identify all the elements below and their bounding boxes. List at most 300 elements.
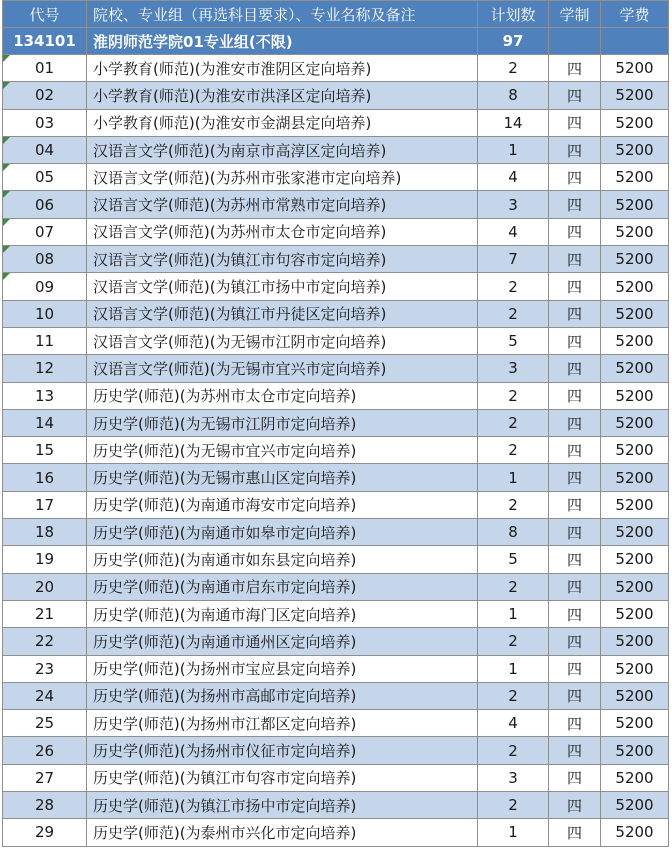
- cell-years: [549, 355, 601, 382]
- cell-plan-count-text: 2: [508, 59, 518, 78]
- cell-years: [549, 546, 601, 573]
- cell-plan-count: [478, 191, 549, 218]
- table-header: [3, 1, 669, 28]
- cell-code-text: 01: [34, 59, 55, 78]
- table-row: [3, 710, 669, 737]
- cell-years: [549, 655, 601, 682]
- table-row: [3, 246, 669, 273]
- cell-years-text: 四: [566, 387, 582, 406]
- cell-years-text: 四: [566, 687, 582, 706]
- cell-major-name: [87, 355, 478, 382]
- cell-fee: [601, 792, 669, 819]
- admission-plan-table: [2, 0, 669, 847]
- cell-plan-count-text: 5: [508, 332, 518, 351]
- cell-code-text: 27: [34, 768, 55, 787]
- cell-years-text: 四: [566, 278, 582, 297]
- cell-code-text: 15: [34, 441, 55, 460]
- cell-years: [549, 491, 601, 518]
- cell-years-text: 四: [566, 796, 582, 815]
- cell-plan-count: [478, 682, 549, 709]
- cell-fee: [601, 246, 669, 273]
- cell-years: [549, 218, 601, 245]
- cell-major-name-text: 历史学(师范)(为苏州市太仓市定向培养): [93, 387, 357, 406]
- cell-code: [3, 737, 87, 764]
- cell-fee-text: 5200: [615, 632, 654, 651]
- cell-plan-count: [478, 218, 549, 245]
- cell-fee-text: 5200: [615, 441, 654, 460]
- cell-plan-count-text: 4: [508, 168, 518, 187]
- cell-years-text: 四: [566, 223, 582, 242]
- cell-years-text: 四: [566, 742, 582, 761]
- cell-plan-count-text: 8: [508, 86, 518, 105]
- cell-major-name: [87, 819, 478, 846]
- cell-years-text: 四: [566, 632, 582, 651]
- cell-code-text: 09: [34, 277, 55, 296]
- cell-fee-text: 5200: [615, 768, 654, 787]
- cell-plan-count-text: 2: [508, 577, 518, 596]
- cell-major-name: [87, 573, 478, 600]
- cell-fee-text: 5200: [615, 277, 654, 296]
- table-row: [3, 300, 669, 327]
- cell-fee: [601, 55, 669, 82]
- cell-plan-count: [478, 655, 549, 682]
- cell-fee: [601, 737, 669, 764]
- cell-code: [3, 655, 87, 682]
- cell-plan-count: [478, 546, 549, 573]
- cell-years: [549, 600, 601, 627]
- comment-indicator-icon: [3, 273, 10, 280]
- cell-major-name: [87, 464, 478, 491]
- comment-indicator-icon: [3, 82, 10, 89]
- cell-code: [3, 82, 87, 109]
- cell-fee: [601, 573, 669, 600]
- cell-major-name-text: 历史学(师范)(为扬州市宝应县定向培养): [93, 660, 357, 679]
- cell-major-name: [87, 600, 478, 627]
- cell-code: [3, 218, 87, 245]
- cell-years-text: 四: [566, 141, 582, 160]
- cell-years-text: 四: [566, 305, 582, 324]
- cell-years-text: 四: [566, 660, 582, 679]
- cell-years-text: 四: [566, 441, 582, 460]
- cell-fee-text: 5200: [615, 113, 654, 132]
- cell-fee: [601, 82, 669, 109]
- table-row: [3, 464, 669, 491]
- cell-plan-count-text: 8: [508, 523, 518, 542]
- cell-major-name-text: 历史学(师范)(为南通市海门区定向培养): [93, 605, 357, 624]
- cell-major-name-text: 历史学(师范)(为镇江市句容市定向培养): [93, 769, 357, 788]
- cell-major-name-text: 历史学(师范)(为南通市海安市定向培养): [93, 496, 357, 515]
- cell-major-name-text: 历史学(师范)(为无锡市宜兴市定向培养): [93, 441, 357, 460]
- cell-plan-count-text: 2: [508, 686, 518, 705]
- cell-major-name-text: 小学教育(师范)(为淮安市淮阴区定向培养): [93, 59, 372, 78]
- cell-plan-count-text: 4: [508, 222, 518, 241]
- cell-years-text: 四: [566, 714, 582, 733]
- cell-major-name: [87, 491, 478, 518]
- cell-code: [3, 55, 87, 82]
- table-row: [3, 191, 669, 218]
- cell-fee-text: 5200: [615, 332, 654, 351]
- cell-plan-count: [478, 491, 549, 518]
- cell-fee: [601, 546, 669, 573]
- cell-code: [3, 792, 87, 819]
- cell-major-name-text: 历史学(师范)(为无锡市惠山区定向培养): [93, 469, 357, 488]
- cell-years: [549, 573, 601, 600]
- cell-major-name-text: 历史学(师范)(为南通市启东市定向培养): [93, 578, 357, 597]
- table-row: [3, 792, 669, 819]
- cell-plan-count-text: 2: [508, 495, 518, 514]
- cell-major-name: [87, 437, 478, 464]
- cell-major-name: [87, 682, 478, 709]
- comment-indicator-icon: [3, 191, 10, 198]
- cell-major-name: [87, 546, 478, 573]
- cell-major-name-text: 历史学(师范)(为扬州市仪征市定向培养): [93, 742, 357, 761]
- cell-major-name-text: 历史学(师范)(为无锡市江阴市定向培养): [93, 414, 357, 433]
- cell-years: [549, 300, 601, 327]
- cell-code-text: 12: [34, 359, 55, 378]
- cell-fee: [601, 382, 669, 409]
- cell-plan-count: [478, 82, 549, 109]
- cell-years-text: 四: [566, 414, 582, 433]
- cell-fee: [601, 682, 669, 709]
- cell-major-name-text: 历史学(师范)(为扬州市高邮市定向培养): [93, 687, 357, 706]
- cell-code: [3, 409, 87, 436]
- cell-major-name: [87, 792, 478, 819]
- cell-fee: [601, 218, 669, 245]
- cell-fee-text: 5200: [615, 195, 654, 214]
- cell-fee-text: 5200: [615, 168, 654, 187]
- cell-code: [3, 600, 87, 627]
- comment-indicator-icon: [3, 164, 10, 171]
- table-row: [3, 109, 669, 136]
- cell-code-text: 26: [34, 741, 55, 760]
- cell-code-text: 23: [34, 659, 55, 678]
- cell-plan-count: [478, 437, 549, 464]
- cell-years: [549, 464, 601, 491]
- cell-major-name: [87, 519, 478, 546]
- cell-code: [3, 273, 87, 300]
- cell-plan-count: [478, 737, 549, 764]
- cell-plan-count-text: 1: [508, 141, 518, 160]
- comment-indicator-icon: [3, 55, 10, 62]
- cell-code-text: 07: [34, 222, 55, 241]
- cell-plan-count: [478, 327, 549, 354]
- cell-code: [3, 710, 87, 737]
- cell-years: [549, 246, 601, 273]
- cell-code: [3, 628, 87, 655]
- cell-major-name: [87, 164, 478, 191]
- comment-indicator-icon: [3, 219, 10, 226]
- cell-fee-text: 5200: [615, 495, 654, 514]
- cell-major-name: [87, 82, 478, 109]
- cell-plan-count-text: 2: [508, 386, 518, 405]
- cell-code-text: 28: [34, 796, 55, 815]
- cell-fee: [601, 600, 669, 627]
- column-header-years: 学制: [549, 1, 601, 28]
- cell-fee: [601, 327, 669, 354]
- cell-major-name-text: 历史学(师范)(为南通市如东县定向培养): [93, 550, 357, 569]
- cell-fee: [601, 164, 669, 191]
- cell-fee: [601, 109, 669, 136]
- cell-major-name: [87, 764, 478, 791]
- cell-code-text: 19: [34, 550, 55, 569]
- cell-major-name-text: 小学教育(师范)(为淮安市金湖县定向培养): [93, 114, 372, 133]
- cell-fee: [601, 136, 669, 163]
- cell-plan-count: [478, 628, 549, 655]
- cell-code-text: 06: [34, 195, 55, 214]
- table-row: [3, 409, 669, 436]
- cell-major-name-text: 历史学(师范)(为泰州市兴化市定向培养): [93, 823, 357, 842]
- cell-fee-text: 5200: [615, 523, 654, 542]
- cell-plan-count: [478, 819, 549, 846]
- cell-code: [3, 109, 87, 136]
- cell-fee-text: 5200: [615, 359, 654, 378]
- cell-years-text: 四: [566, 523, 582, 542]
- cell-major-name: [87, 136, 478, 163]
- cell-major-name-text: 小学教育(师范)(为淮安市洪泽区定向培养): [93, 86, 372, 105]
- cell-code: [3, 355, 87, 382]
- cell-years: [549, 327, 601, 354]
- cell-fee-text: 5200: [615, 86, 654, 105]
- table-row: [3, 82, 669, 109]
- cell-fee: [601, 819, 669, 846]
- cell-major-name: [87, 273, 478, 300]
- cell-fee-text: 5200: [615, 605, 654, 624]
- table-row: [3, 546, 669, 573]
- cell-years: [549, 273, 601, 300]
- cell-years: [549, 136, 601, 163]
- cell-code: [3, 573, 87, 600]
- cell-fee-text: 5200: [615, 304, 654, 323]
- table-row: [3, 682, 669, 709]
- cell-code: [3, 327, 87, 354]
- cell-major-name: [87, 109, 478, 136]
- cell-fee: [601, 491, 669, 518]
- cell-code-text: 05: [34, 168, 55, 187]
- cell-fee: [601, 764, 669, 791]
- cell-fee: [601, 191, 669, 218]
- group-code: 134101: [3, 28, 87, 55]
- cell-code-text: 17: [34, 495, 55, 514]
- cell-major-name: [87, 246, 478, 273]
- cell-code: [3, 682, 87, 709]
- table-row: [3, 764, 669, 791]
- cell-plan-count-text: 14: [503, 113, 523, 132]
- cell-years: [549, 628, 601, 655]
- cell-plan-count-text: 1: [508, 659, 518, 678]
- cell-major-name: [87, 710, 478, 737]
- cell-years: [549, 519, 601, 546]
- cell-plan-count-text: 2: [508, 277, 518, 296]
- cell-major-name: [87, 628, 478, 655]
- cell-plan-count-text: 3: [508, 359, 518, 378]
- cell-code-text: 18: [34, 523, 55, 542]
- table-row: [3, 491, 669, 518]
- cell-plan-count-text: 7: [508, 250, 518, 269]
- cell-years-text: 四: [566, 59, 582, 78]
- cell-code-text: 13: [34, 386, 55, 405]
- cell-code: [3, 546, 87, 573]
- cell-code-text: 02: [34, 86, 55, 105]
- cell-years-text: 四: [566, 196, 582, 215]
- cell-major-name: [87, 191, 478, 218]
- cell-code-text: 08: [34, 250, 55, 269]
- cell-plan-count-text: 2: [508, 632, 518, 651]
- cell-major-name: [87, 300, 478, 327]
- table-row: [3, 355, 669, 382]
- cell-fee: [601, 519, 669, 546]
- table-row: [3, 655, 669, 682]
- cell-code-text: 22: [34, 632, 55, 651]
- cell-plan-count-text: 4: [508, 714, 518, 733]
- table-row: [3, 573, 669, 600]
- cell-fee: [601, 710, 669, 737]
- cell-plan-count-text: 2: [508, 796, 518, 815]
- cell-fee: [601, 628, 669, 655]
- cell-fee-text: 5200: [615, 414, 654, 432]
- cell-years: [549, 737, 601, 764]
- cell-major-name: [87, 55, 478, 82]
- cell-years-text: 四: [566, 578, 582, 597]
- cell-fee: [601, 355, 669, 382]
- cell-major-name-text: 汉语言文学(师范)(为镇江市扬中市定向培养): [93, 278, 387, 297]
- cell-major-name-text: 汉语言文学(师范)(为无锡市江阴市定向培养): [93, 332, 387, 351]
- cell-code: [3, 519, 87, 546]
- cell-plan-count: [478, 792, 549, 819]
- cell-plan-count-text: 2: [508, 741, 518, 760]
- table-row: [3, 136, 669, 163]
- cell-years: [549, 191, 601, 218]
- cell-plan-count: [478, 573, 549, 600]
- table-row: [3, 737, 669, 764]
- cell-major-name: [87, 737, 478, 764]
- cell-fee: [601, 464, 669, 491]
- cell-fee-text: 5200: [615, 577, 654, 596]
- cell-code: [3, 764, 87, 791]
- cell-years: [549, 382, 601, 409]
- cell-plan-count-text: 1: [508, 468, 518, 487]
- cell-fee-text: 5200: [615, 141, 654, 160]
- cell-fee-text: 5200: [615, 823, 654, 842]
- cell-major-name-text: 汉语言文学(师范)(为苏州市常熟市定向培养): [93, 196, 387, 215]
- comment-indicator-icon: [3, 137, 10, 144]
- cell-plan-count-text: 1: [508, 823, 518, 842]
- cell-code-text: 11: [34, 332, 55, 351]
- cell-years-text: 四: [566, 250, 582, 269]
- table-row: [3, 819, 669, 846]
- cell-code: [3, 382, 87, 409]
- cell-years-text: 四: [566, 769, 582, 788]
- cell-plan-count: [478, 55, 549, 82]
- cell-fee-text: 5200: [615, 714, 654, 733]
- cell-plan-count: [478, 300, 549, 327]
- column-header-name: 院校、专业组（再选科目要求）、专业名称及备注: [87, 1, 478, 28]
- cell-years-text: 四: [566, 496, 582, 515]
- cell-fee-text: 5200: [615, 550, 654, 569]
- cell-fee: [601, 300, 669, 327]
- cell-plan-count-text: 3: [508, 195, 518, 214]
- cell-years-text: 四: [566, 86, 582, 105]
- cell-plan-count: [478, 136, 549, 163]
- cell-years: [549, 710, 601, 737]
- cell-fee-text: 5200: [615, 59, 654, 78]
- table-row: [3, 218, 669, 245]
- table-row: [3, 628, 669, 655]
- cell-major-name-text: 历史学(师范)(为镇江市扬中市定向培养): [93, 796, 357, 815]
- cell-code: [3, 191, 87, 218]
- cell-plan-count-text: 1: [508, 605, 518, 624]
- cell-major-name: [87, 327, 478, 354]
- table-row: [3, 327, 669, 354]
- cell-code-text: 29: [34, 823, 55, 842]
- cell-code: [3, 246, 87, 273]
- cell-fee-text: 5200: [615, 741, 654, 760]
- cell-years: [549, 409, 601, 436]
- cell-plan-count: [478, 764, 549, 791]
- group-years: [549, 28, 601, 55]
- cell-fee: [601, 655, 669, 682]
- cell-code-text: 04: [34, 141, 55, 160]
- cell-years: [549, 55, 601, 82]
- table-row: [3, 519, 669, 546]
- cell-fee-text: 5200: [615, 686, 654, 705]
- cell-code: [3, 491, 87, 518]
- cell-major-name-text: 汉语言文学(师范)(为镇江市句容市定向培养): [93, 250, 387, 269]
- cell-major-name-text: 汉语言文学(师范)(为无锡市宜兴市定向培养): [93, 359, 387, 378]
- cell-fee-text: 5200: [615, 468, 654, 487]
- cell-major-name-text: 汉语言文学(师范)(为苏州市太仓市定向培养): [93, 223, 387, 242]
- cell-code-text: 24: [34, 686, 55, 705]
- cell-fee: [601, 409, 669, 436]
- cell-major-name-text: 汉语言文学(师范)(为镇江市丹徒区定向培养): [93, 305, 387, 324]
- cell-years-text: 四: [566, 605, 582, 624]
- cell-fee-text: 5200: [615, 796, 654, 815]
- table-row: [3, 382, 669, 409]
- cell-code: [3, 300, 87, 327]
- cell-years-text: 四: [566, 823, 582, 842]
- cell-code: [3, 136, 87, 163]
- cell-years-text: 四: [566, 359, 582, 378]
- cell-code: [3, 464, 87, 491]
- column-header-fee: 学费: [601, 1, 669, 28]
- group-plan-count: 97: [478, 28, 549, 55]
- cell-major-name: [87, 655, 478, 682]
- cell-major-name-text: 历史学(师范)(为南通市如皋市定向培养): [93, 523, 357, 542]
- group-fee: [601, 28, 669, 55]
- cell-code-text: 14: [34, 414, 55, 432]
- cell-code: [3, 164, 87, 191]
- cell-fee-text: 5200: [615, 659, 654, 678]
- cell-plan-count-text: 5: [508, 550, 518, 569]
- cell-plan-count: [478, 710, 549, 737]
- cell-years-text: 四: [566, 114, 582, 133]
- cell-code-text: 16: [34, 468, 55, 487]
- column-header-code: 代号: [3, 1, 87, 28]
- cell-major-name: [87, 382, 478, 409]
- cell-plan-count: [478, 600, 549, 627]
- cell-code-text: 21: [34, 605, 55, 624]
- cell-code-text: 20: [34, 577, 55, 596]
- comment-indicator-icon: [3, 246, 10, 253]
- cell-fee: [601, 437, 669, 464]
- cell-plan-count-text: 3: [508, 768, 518, 787]
- cell-plan-count: [478, 382, 549, 409]
- cell-fee: [601, 273, 669, 300]
- cell-years-text: 四: [566, 550, 582, 569]
- cell-years-text: 四: [566, 168, 582, 187]
- cell-years: [549, 437, 601, 464]
- cell-code: [3, 819, 87, 846]
- table-body: [3, 28, 669, 847]
